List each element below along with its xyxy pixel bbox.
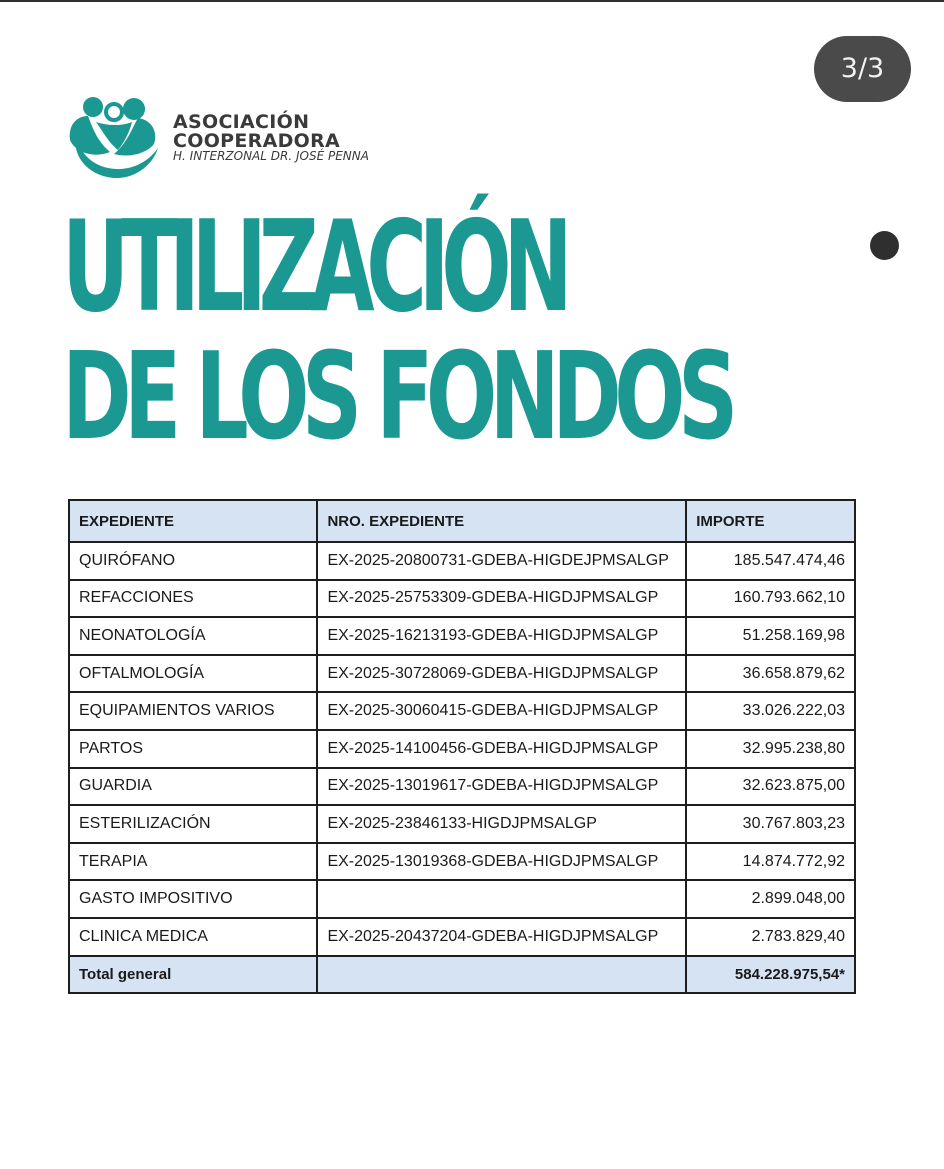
column-header-expediente: EXPEDIENTE bbox=[69, 500, 317, 542]
cell-nro-expediente: EX-2025-25753309-GDEBA-HIGDJPMSALGP bbox=[317, 580, 686, 618]
cell-importe: 33.026.222,03 bbox=[686, 692, 855, 730]
table-row bbox=[69, 880, 855, 918]
cell-importe: 30.767.803,23 bbox=[686, 805, 855, 843]
table-total-row bbox=[69, 956, 855, 994]
cell-nro-expediente: EX-2025-14100456-GDEBA-HIGDJPMSALGP bbox=[317, 730, 686, 768]
cell-importe: 185.547.474,46 bbox=[686, 542, 855, 580]
column-header-importe: IMPORTE bbox=[686, 500, 855, 542]
total-nro-expediente bbox=[317, 956, 686, 994]
cell-expediente: GUARDIA bbox=[69, 768, 317, 806]
table-row bbox=[69, 730, 855, 768]
cell-expediente: EQUIPAMIENTOS VARIOS bbox=[69, 692, 317, 730]
cell-expediente: QUIRÓFANO bbox=[69, 542, 317, 580]
cell-expediente: GASTO IMPOSITIVO bbox=[69, 880, 317, 918]
cell-importe: 2.783.829,40 bbox=[686, 918, 855, 956]
cell-importe: 32.995.238,80 bbox=[686, 730, 855, 768]
table-row bbox=[69, 918, 855, 956]
cell-nro-expediente: EX-2025-13019617-GDEBA-HIGDJPMSALGP bbox=[317, 768, 686, 806]
dot-marker-icon bbox=[870, 231, 899, 260]
cell-expediente: REFACCIONES bbox=[69, 580, 317, 618]
cell-expediente: CLINICA MEDICA bbox=[69, 918, 317, 956]
cell-expediente: ESTERILIZACIÓN bbox=[69, 805, 317, 843]
org-subtitle: H. INTERZONAL DR. JOSÉ PENNA bbox=[173, 149, 369, 163]
cell-importe: 160.793.662,10 bbox=[686, 580, 855, 618]
page-title-line2: DE LOS FONDOS bbox=[62, 328, 731, 468]
column-header-nro-expediente: NRO. EXPEDIENTE bbox=[317, 500, 686, 542]
cell-importe: 2.899.048,00 bbox=[686, 880, 855, 918]
cell-importe: 36.658.879,62 bbox=[686, 655, 855, 693]
cell-nro-expediente: EX-2025-13019368-GDEBA-HIGDJPMSALGP bbox=[317, 843, 686, 881]
cell-expediente: OFTALMOLOGÍA bbox=[69, 655, 317, 693]
cell-importe: 32.623.875,00 bbox=[686, 768, 855, 806]
page-counter-badge: 3/3 bbox=[814, 36, 911, 102]
cell-expediente: TERAPIA bbox=[69, 843, 317, 881]
table-row bbox=[69, 768, 855, 806]
total-label: Total general bbox=[69, 956, 317, 994]
cell-nro-expediente: EX-2025-23846133-HIGDJPMSALGP bbox=[317, 805, 686, 843]
funds-table bbox=[68, 499, 856, 994]
table-row bbox=[69, 655, 855, 693]
cell-expediente: PARTOS bbox=[69, 730, 317, 768]
table-row bbox=[69, 805, 855, 843]
cell-importe: 51.258.169,98 bbox=[686, 617, 855, 655]
table-row bbox=[69, 617, 855, 655]
total-importe: 584.228.975,54* bbox=[686, 956, 855, 994]
org-name bbox=[173, 113, 340, 151]
cell-importe: 14.874.772,92 bbox=[686, 843, 855, 881]
cell-nro-expediente: EX-2025-30060415-GDEBA-HIGDJPMSALGP bbox=[317, 692, 686, 730]
cell-expediente: NEONATOLOGÍA bbox=[69, 617, 317, 655]
cell-nro-expediente: EX-2025-20437204-GDEBA-HIGDJPMSALGP bbox=[317, 918, 686, 956]
cell-nro-expediente: EX-2025-20800731-GDEBA-HIGDEJPMSALGP bbox=[317, 542, 686, 580]
people-logo-icon bbox=[66, 96, 161, 180]
org-name-line1: ASOCIACIÓN bbox=[173, 111, 310, 133]
table-row bbox=[69, 692, 855, 730]
table-row bbox=[69, 843, 855, 881]
table-row bbox=[69, 580, 855, 618]
top-divider bbox=[0, 0, 944, 2]
org-name-line2: COOPERADORA bbox=[173, 130, 341, 152]
table-row bbox=[69, 542, 855, 580]
cell-nro-expediente: EX-2025-30728069-GDEBA-HIGDJPMSALGP bbox=[317, 655, 686, 693]
table-header-row bbox=[69, 500, 855, 542]
page-title-line1: UTILIZACIÓN bbox=[62, 194, 565, 342]
cell-nro-expediente: EX-2025-16213193-GDEBA-HIGDJPMSALGP bbox=[317, 617, 686, 655]
cell-nro-expediente bbox=[317, 880, 686, 918]
